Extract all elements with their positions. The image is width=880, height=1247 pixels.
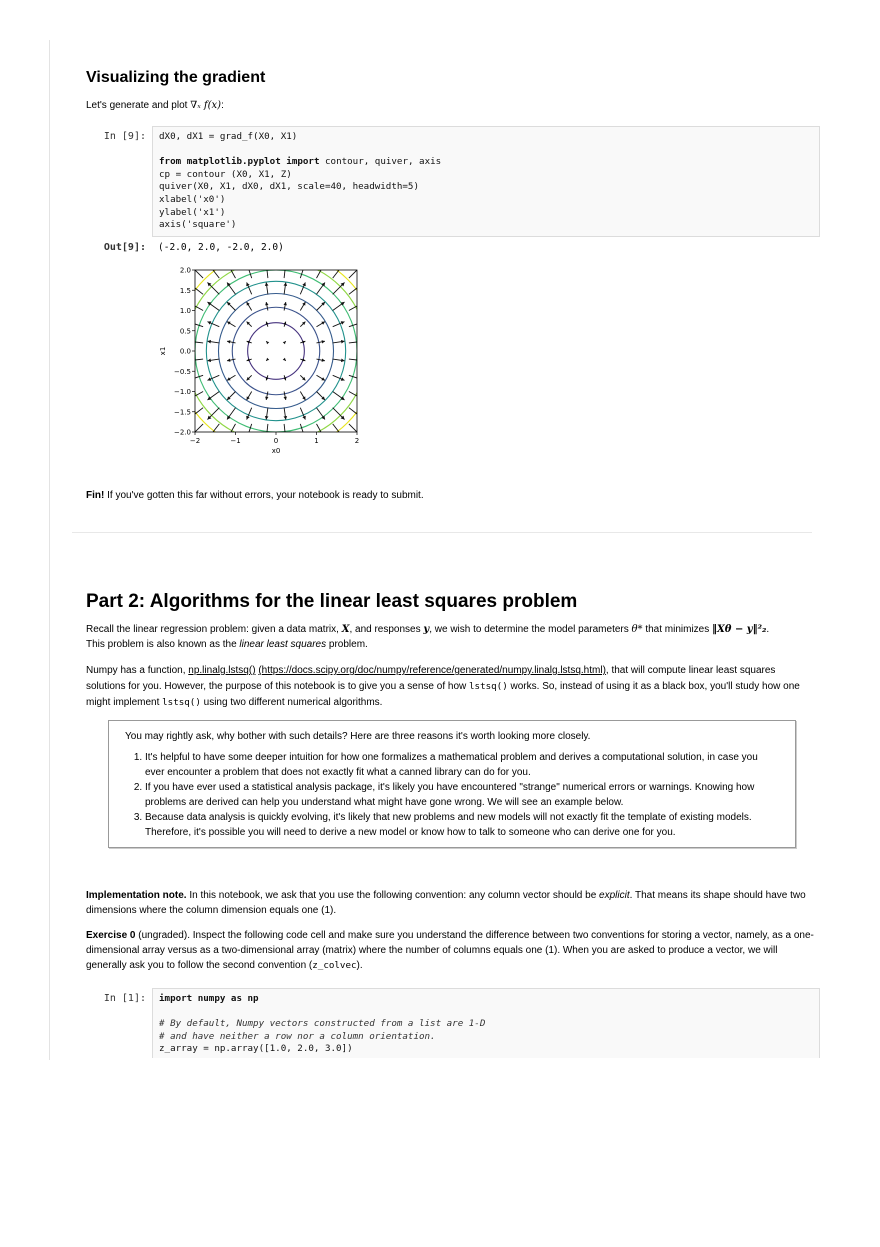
cell9-code[interactable] [152, 126, 820, 237]
code-comment: # By default, Numpy vectors constructed from a list are 1-D [159, 1018, 486, 1030]
p2-code-2: lstsq() [162, 697, 201, 708]
callout-intro: You may rightly ask, why bother with such details? Here are three reasons it's worth looking more closely. [125, 731, 591, 742]
exercise0-a: (ungraded). Inspect the following code cell and make sure you understand the difference between two conventions for storing a vector, namely, as a one-dimensional array versus as a two-dimensional array (matrix) where the number of columns equals one (1). When you are asked to produce a vector, we will generally ask you to follow the second convention ( [86, 930, 814, 971]
quiver-arrowhead [188, 396, 192, 400]
lstsq-link[interactable]: np.linalg.lstsq() [188, 665, 256, 676]
fin-bold: Fin! [86, 490, 105, 500]
p1-text-e: . [766, 624, 770, 635]
quiver-arrowhead [188, 340, 192, 344]
gradient-quiver-plot [155, 262, 370, 462]
quiver-arrowhead [246, 263, 250, 267]
quiver-arrowhead [360, 416, 364, 420]
quiver-arrowhead [283, 263, 287, 267]
quiver-arrowhead [265, 263, 269, 267]
p2-code-1: lstsq() [469, 681, 508, 692]
exercise0-b: ). [356, 960, 363, 971]
cell1-prompt: In [1]: [103, 993, 146, 1004]
quiver-arrowhead [188, 358, 192, 362]
gradient-intro-suffix: : [221, 100, 224, 111]
y-tick-label: −1.5 [174, 408, 191, 417]
cell9-prompt: In [9]: [103, 131, 146, 142]
x-axis-label: x0 [271, 447, 281, 455]
x-tick-label: 1 [314, 437, 319, 445]
code-line: ylabel('x1') [159, 206, 226, 218]
quiver-arrowhead [360, 282, 364, 286]
y-tick-label: 0.5 [179, 327, 191, 336]
quiver-arrowhead [302, 263, 306, 267]
notebook-gutter-line [49, 40, 50, 1060]
quiver-arrowhead [341, 435, 345, 439]
code-line-import: import numpy as np [159, 993, 259, 1004]
quiver-arrowhead [265, 435, 269, 439]
p2-text-c: works. So, instead of using it as a black box, you'll study how one might implement [86, 681, 800, 708]
impl-note-bold: Implementation note. [86, 890, 187, 901]
exercise0-bold: Exercise 0 [86, 930, 136, 941]
p1-text-b: , and responses [349, 624, 424, 635]
code-line: z_array = np.array([1.0, 2.0, 3.0]) [159, 1043, 353, 1055]
quiver-arrowhead [188, 321, 192, 325]
quiver-arrowhead [246, 435, 250, 439]
quiver-arrowhead [360, 377, 364, 381]
part2-title: Part 2: Algorithms for the linear least squares problem [86, 591, 578, 612]
y-tick-label: 1.5 [179, 286, 191, 295]
impl-note-a: In this notebook, we ask that you use the following convention: any column vector should be [186, 890, 600, 901]
quiver-arrowhead [207, 435, 211, 439]
exercise0-code: z_colvec [312, 960, 357, 971]
code-line-import: from matplotlib.pyplot import contour, quiver, axis [159, 156, 442, 168]
y-tick-label: −1.0 [174, 388, 191, 396]
math-y: y [423, 624, 430, 635]
p1-line2-em: linear least squares [239, 639, 327, 650]
impl-note-em: explicit [599, 890, 630, 901]
cell1-code[interactable] [152, 988, 820, 1058]
x-tick-label: 2 [354, 437, 360, 445]
p1-text-d: that minimizes [642, 624, 713, 635]
section-title-gradient: Visualizing the gradient [86, 69, 266, 86]
quiver-arrowhead [360, 358, 364, 362]
fin-text: If you've gotten this far without errors, your notebook is ready to submit. [104, 490, 424, 500]
quiver-arrowhead [341, 263, 345, 267]
cell9-output-text: (-2.0, 2.0, -2.0, 2.0) [158, 242, 284, 253]
quiver-arrowhead [227, 263, 231, 267]
p2-text-a: Numpy has a function, [86, 665, 189, 676]
plot-area [175, 262, 370, 452]
reason-item: 3. Because data analysis is quickly evolving, it's likely that new problems and new models will not exactly fit the template of existing models. Therefore, it's possible you will need to derive a new model or know how to talk to someone who can derive one for you. [145, 810, 779, 840]
implementation-note [86, 888, 816, 918]
reasons-callout [108, 720, 796, 848]
x-tick-label: −1 [230, 437, 241, 445]
reason-item: 1. It's helpful to have some deeper intuition for how one formalizes a mathematical problem and derives a computational solution, in case you ever encounter a problem that does not exactly fit what a canned library can do for you. [145, 750, 779, 780]
math-theta: θ* [631, 624, 643, 635]
quiver-arrowhead [360, 263, 364, 267]
code-comment: # and have neither a row nor a column orientation. [159, 1030, 436, 1042]
y-tick-label: −0.5 [174, 367, 191, 376]
y-tick-label: 2.0 [179, 266, 191, 275]
exercise0-text [86, 928, 816, 973]
p1-text-a: Recall the linear regression problem: given a data matrix, [86, 624, 342, 635]
x-tick-label: −2 [189, 437, 201, 445]
p1-line2-b: problem. [326, 639, 368, 650]
quiver-arrowhead [321, 435, 325, 439]
y-tick-label: 0.0 [179, 347, 191, 356]
y-tick-label: −2.0 [174, 428, 191, 437]
gradient-intro-math: ∇ₓ f(x) [190, 100, 222, 111]
code-line: dX0, dX1 = grad_f(X0, X1) [159, 131, 298, 142]
part2-paragraph-1 [86, 622, 816, 652]
x-tick-label: 0 [273, 437, 279, 445]
part2-paragraph-2 [86, 663, 816, 711]
code-line: xlabel('x0') [159, 193, 226, 205]
quiver-arrowhead [188, 302, 192, 306]
code-line: cp = contour (X0, X1, Z) [159, 168, 292, 180]
reasons-list [125, 750, 779, 840]
quiver-arrowhead [360, 340, 364, 344]
quiver-arrowhead [283, 435, 287, 439]
p2-text-d: using two different numerical algorithms. [200, 697, 383, 708]
quiver-arrowhead [302, 435, 306, 439]
math-norm: ‖Xθ − y‖²₂ [712, 624, 767, 635]
gradient-intro [86, 98, 816, 113]
quiver-arrowhead [360, 396, 364, 400]
code-line: axis('square') [159, 219, 237, 231]
cell9-out-prompt: Out[9]: [103, 242, 146, 253]
quiver-arrowhead [360, 321, 364, 325]
quiver-arrowhead [188, 377, 192, 381]
impl-note-b: . That means its shape should have two dimensions where the column dimension equals one (1). [86, 890, 806, 916]
p1-text-c: , we wish to determine the model parameters [429, 624, 632, 635]
math-X: X [341, 624, 350, 635]
lstsq-docs-link[interactable]: (https://docs.scipy.org/doc/numpy/reference/generated/numpy.linalg.lstsq.html) [258, 665, 606, 676]
quiver-arrowhead [360, 435, 364, 439]
p2-text-b: , that will compute linear least squares solutions for you. However, the purpose of this notebook is to give you a sense of how [86, 665, 776, 692]
y-tick-label: 1.0 [179, 307, 191, 315]
y-axis-label: x1 [159, 346, 167, 356]
gradient-intro-text: Let's generate and plot [86, 100, 191, 111]
code-line: quiver(X0, X1, dX0, dX1, scale=40, headwidth=5) [159, 181, 419, 193]
section-divider [72, 532, 812, 533]
quiver-arrowhead [321, 263, 325, 267]
p1-line2-a: This problem is also known as the [86, 639, 240, 650]
quiver-arrowhead [207, 263, 211, 267]
fin-note [86, 488, 816, 500]
quiver-arrowhead [360, 302, 364, 306]
reason-item: 2. If you have ever used a statistical analysis package, it's likely you have encountered "strange" numerical errors or warnings. Knowing how problems are derived can help you understand what might have gone wrong. We will see an example below. [145, 780, 779, 810]
